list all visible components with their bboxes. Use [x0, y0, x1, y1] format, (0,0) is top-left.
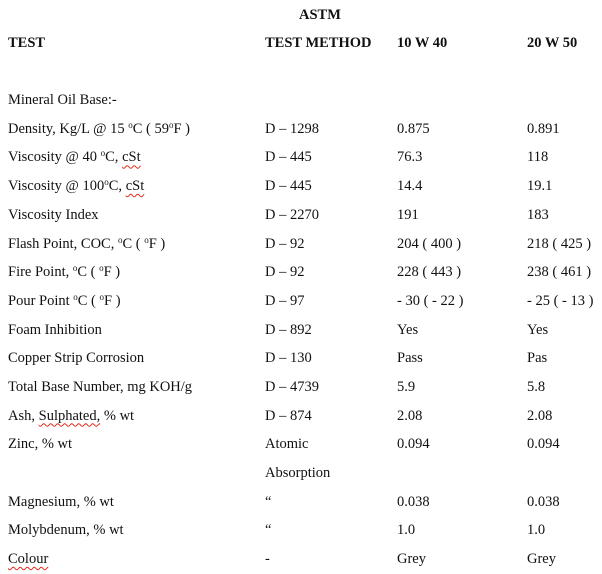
- test-method-cell: [265, 437, 397, 453]
- text-segment: F ): [173, 120, 190, 137]
- value-10w40-cell: 0.875: [397, 120, 430, 137]
- astm-heading: ASTM: [299, 7, 341, 23]
- table-header-row: [8, 36, 602, 65]
- text-segment: D – 892: [265, 321, 312, 338]
- test-label-cell: [8, 291, 265, 310]
- table-row-density: [8, 119, 602, 151]
- blank-line: [8, 64, 602, 93]
- value-20w50-cell: 5.8: [527, 378, 546, 395]
- column-header-test: TEST: [8, 34, 46, 51]
- value-10w40-cell: - 30 ( - 22 ): [397, 292, 464, 309]
- text-segment: Viscosity @ 100: [8, 178, 105, 195]
- superscript-degree: o: [168, 119, 174, 130]
- test-method-cell: [265, 150, 397, 166]
- value-10w40-cell: Grey: [397, 551, 426, 568]
- value-20w50-cell: Yes: [527, 321, 549, 338]
- value-20w50-cell: 118: [527, 149, 549, 166]
- superscript-degree: o: [72, 263, 78, 274]
- value-10w40-cell: 1.0: [397, 522, 416, 539]
- value-10w40-cell: 76.3: [397, 149, 423, 166]
- table-row-viscosity-index: [8, 208, 602, 237]
- text-segment: C ( 59: [132, 120, 169, 137]
- value-10w40-cell: 191: [397, 206, 419, 223]
- value-20w50-cell: 183: [527, 206, 549, 223]
- value-10w40-cell: 228 ( 443 ): [397, 264, 462, 281]
- value-10w40-cell: 0.094: [397, 436, 430, 453]
- test-method-cell: [265, 323, 397, 339]
- text-segment: D – 97: [265, 292, 305, 309]
- value-20w50-cell: - 25 ( - 13 ): [527, 292, 594, 309]
- test-method-cell: [265, 179, 397, 195]
- test-label-cell: [8, 265, 265, 281]
- test-method-cell: [265, 265, 397, 281]
- astm-heading-row: [8, 7, 602, 36]
- value-20w50-cell: 2.08: [527, 407, 553, 424]
- text-segment: Mineral Oil Base:-: [8, 92, 117, 109]
- text-segment: Copper Strip Corrosion: [8, 350, 145, 367]
- table-row-copper-strip-corrosion: [8, 351, 602, 380]
- test-label-cell: [8, 234, 265, 253]
- test-label-cell: [8, 179, 265, 195]
- superscript-degree: o: [99, 291, 105, 302]
- value-10w40-cell: 204 ( 400 ): [397, 235, 462, 252]
- text-segment: F ): [103, 264, 121, 281]
- value-20w50-cell: 218 ( 425 ): [527, 235, 592, 252]
- text-segment: Ash,: [8, 407, 39, 424]
- table-row-absorption-continuation: [8, 466, 602, 495]
- misspelled-word: Sulphated,: [38, 407, 101, 424]
- column-header-test-method: TEST METHOD: [265, 34, 372, 51]
- table-body: [8, 93, 602, 574]
- superscript-degree: o: [99, 263, 104, 274]
- table-row-mineral-oil-base-section: [8, 93, 602, 122]
- text-segment: % wt: [100, 407, 135, 424]
- test-method-cell: [265, 409, 397, 425]
- text-segment: C (: [122, 235, 145, 252]
- superscript-degree: o: [128, 119, 133, 130]
- text-segment: Absorption: [265, 465, 331, 481]
- value-10w40-cell: 0.038: [397, 493, 430, 510]
- test-label-cell: [8, 323, 265, 339]
- table-row-viscosity-100c: [8, 179, 602, 208]
- text-segment: D – 130: [265, 350, 312, 367]
- text-segment: -: [265, 551, 270, 568]
- text-segment: D – 92: [265, 235, 305, 252]
- test-label-cell: [8, 380, 265, 396]
- text-segment: Zinc, % wt: [8, 436, 73, 453]
- text-segment: Foam Inhibition: [8, 321, 102, 338]
- test-label-cell: [8, 150, 265, 166]
- test-label-cell: [8, 208, 265, 224]
- value-20w50-cell: 1.0: [527, 522, 546, 539]
- text-segment: D – 445: [265, 178, 312, 195]
- text-segment: Magnesium, % wt: [8, 493, 114, 510]
- test-method-cell: [265, 380, 397, 396]
- table-row-magnesium: [8, 495, 602, 524]
- test-label-cell: [8, 409, 265, 425]
- test-label-cell: [8, 523, 265, 539]
- superscript-degree: o: [104, 177, 109, 188]
- value-20w50-cell: 0.038: [527, 493, 560, 510]
- value-10w40-cell: 5.9: [397, 378, 416, 395]
- test-method-cell: [265, 552, 397, 568]
- text-segment: D – 4739: [265, 378, 319, 395]
- test-method-cell: [265, 122, 397, 138]
- text-segment: Density, Kg/L @ 15: [8, 120, 129, 137]
- superscript-degree: o: [73, 291, 78, 302]
- table-row-viscosity-40c: [8, 150, 602, 179]
- text-segment: F ): [104, 292, 121, 309]
- text-segment: D – 874: [265, 407, 312, 424]
- table-row-colour: [8, 552, 602, 574]
- text-segment: D – 445: [265, 149, 312, 166]
- table-row-zinc: [8, 437, 602, 466]
- test-label-cell: [8, 552, 265, 568]
- value-20w50-cell: 0.094: [527, 436, 560, 453]
- text-segment: “: [265, 522, 272, 539]
- value-10w40-cell: 14.4: [397, 178, 423, 195]
- text-segment: Viscosity @ 40: [8, 149, 101, 166]
- column-header-10w40: 10 W 40: [397, 34, 448, 51]
- superscript-degree: o: [144, 234, 149, 245]
- test-method-cell: [265, 495, 397, 511]
- superscript-degree: o: [100, 148, 106, 159]
- column-header-20w50: 20 W 50: [527, 34, 578, 51]
- test-method-cell: [265, 466, 397, 482]
- table-row-fire-point: [8, 265, 602, 294]
- text-segment: Viscosity Index: [8, 206, 99, 223]
- test-method-cell: [265, 237, 397, 253]
- text-segment: C,: [108, 178, 126, 195]
- text-segment: C,: [105, 149, 123, 166]
- text-segment: Pour Point: [8, 292, 74, 309]
- table-row-molybdenum: [8, 523, 602, 552]
- value-10w40-cell: 2.08: [397, 407, 423, 424]
- text-segment: F ): [148, 235, 166, 252]
- test-label-cell: [8, 437, 265, 453]
- text-segment: Total Base Number, mg KOH/g: [8, 378, 193, 395]
- text-segment: D – 2270: [265, 206, 319, 223]
- table-row-flash-point: [8, 234, 602, 266]
- table-row-ash-sulphated: [8, 409, 602, 438]
- text-segment: Atomic: [265, 436, 309, 453]
- text-segment: “: [265, 493, 272, 510]
- text-segment: C (: [77, 292, 100, 309]
- value-20w50-cell: 238 ( 461 ): [527, 264, 592, 281]
- test-method-cell: [265, 351, 397, 367]
- test-label-cell: [8, 119, 265, 138]
- table-row-total-base-number: [8, 380, 602, 409]
- text-segment: Molybdenum, % wt: [8, 522, 124, 539]
- text-segment: Fire Point,: [8, 264, 73, 281]
- value-20w50-cell: 0.891: [527, 120, 560, 137]
- text-segment: D – 1298: [265, 120, 319, 137]
- test-label-cell: [8, 93, 265, 109]
- value-10w40-cell: Yes: [397, 321, 419, 338]
- misspelled-word: cSt: [122, 149, 141, 166]
- value-10w40-cell: Pass: [397, 350, 423, 367]
- misspelled-word: Colour: [8, 551, 49, 568]
- table-row-pour-point: [8, 291, 602, 323]
- text-segment: C (: [77, 264, 100, 281]
- test-method-cell: [265, 208, 397, 224]
- test-method-cell: [265, 523, 397, 539]
- text-segment: D – 92: [265, 264, 305, 281]
- value-20w50-cell: 19.1: [527, 178, 553, 195]
- test-label-cell: [8, 495, 265, 511]
- superscript-degree: o: [117, 234, 123, 245]
- table-row-foam-inhibition: [8, 323, 602, 352]
- test-label-cell: [8, 351, 265, 367]
- value-20w50-cell: Grey: [527, 551, 556, 568]
- text-segment: Flash Point, COC,: [8, 235, 118, 252]
- misspelled-word: cSt: [125, 178, 145, 195]
- value-20w50-cell: Pas: [527, 350, 548, 367]
- test-method-cell: [265, 294, 397, 310]
